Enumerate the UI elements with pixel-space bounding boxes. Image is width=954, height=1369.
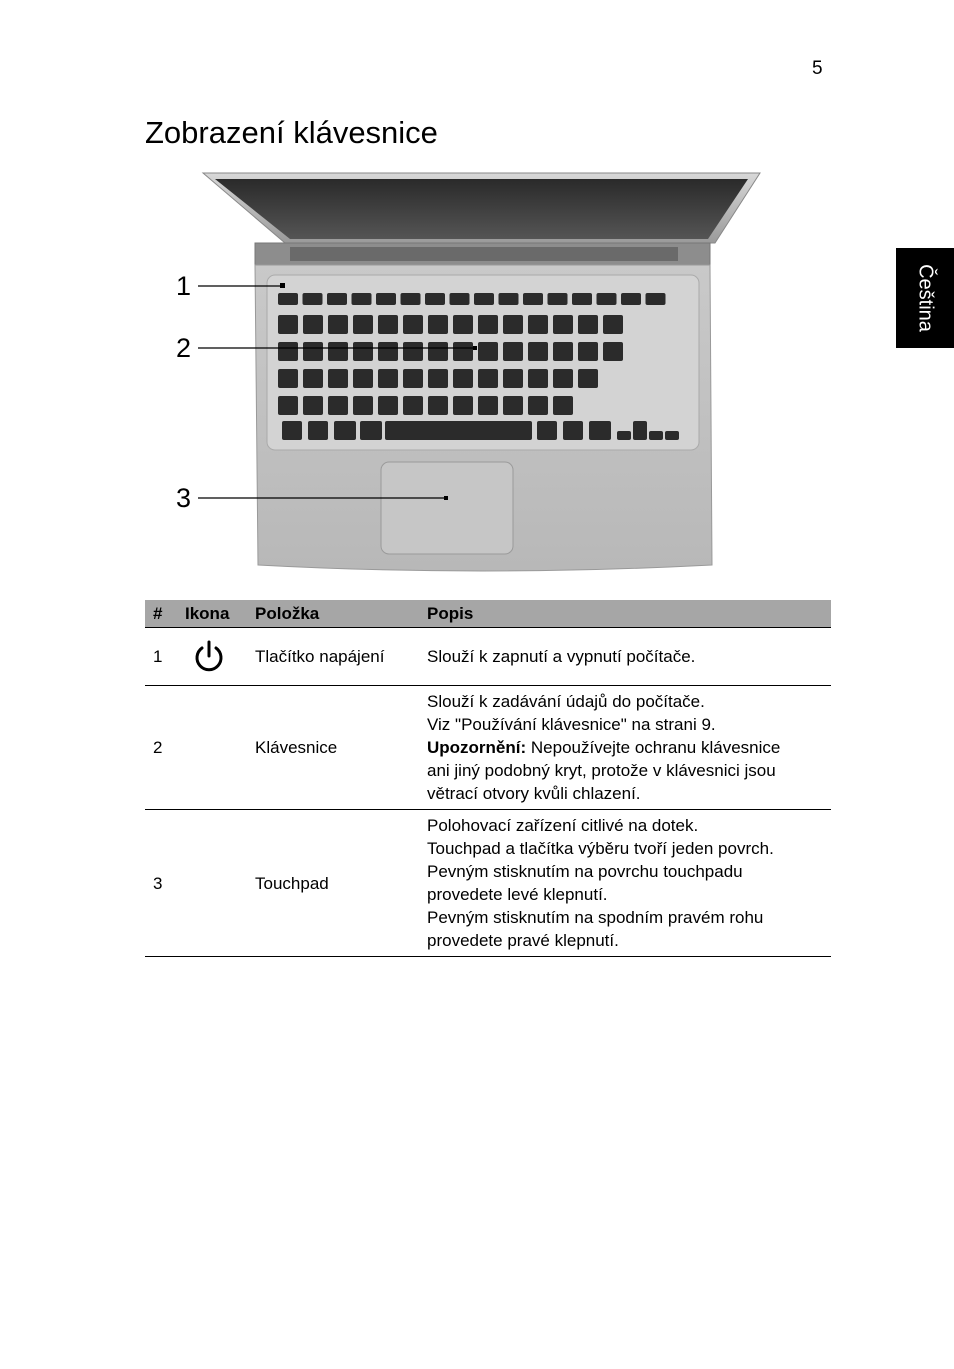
language-tab-label: Čeština [914, 264, 937, 332]
row-item: Touchpad [255, 810, 427, 957]
screen [215, 179, 748, 239]
row-num: 1 [145, 628, 185, 686]
table-header-row [145, 600, 831, 628]
component-table [145, 600, 831, 957]
row-item: Tlačítko napájení [255, 628, 427, 686]
row-num: 3 [145, 810, 185, 957]
callout-1: 1 [176, 271, 192, 301]
power-icon [185, 628, 255, 686]
table-row [145, 628, 831, 686]
row-item: Klávesnice [255, 686, 427, 810]
row-desc: Polohovací zařízení citlivé na dotek. Touchpad a tlačítka výběru tvoří jeden povrch. Pevným stisknutím na povrchu touchpadu provedete levé klepnutí. Pevným stisknutím na spodním pravém rohu provedete pravé klepnutí. [427, 810, 831, 957]
table-row [145, 686, 831, 810]
row-desc: Slouží k zadávání údajů do počítače. Viz "Používání klávesnice" na strani 9. Upozornění: Nepoužívejte ochranu klávesnice ani jiný podobný kryt, protože v klávesnici jsou větrací otvory kvůli chlazení. [427, 686, 831, 810]
warning-label: Upozornění: [427, 738, 527, 757]
table-row [145, 810, 831, 957]
callout-2: 2 [176, 333, 192, 363]
header-num: # [145, 600, 185, 628]
language-tab [896, 248, 954, 348]
page-number: 5 [812, 58, 823, 79]
touchpad [381, 462, 513, 554]
row-num: 2 [145, 686, 185, 810]
header-item: Položka [255, 600, 427, 628]
callout-3: 3 [176, 483, 192, 513]
laptop-keyboard-illustration [170, 165, 770, 585]
page-title: Zobrazení klávesnice [145, 115, 438, 150]
header-desc: Popis [427, 600, 831, 628]
header-icon: Ikona [185, 600, 255, 628]
row-desc: Slouží k zapnutí a vypnutí počítače. [427, 628, 831, 686]
